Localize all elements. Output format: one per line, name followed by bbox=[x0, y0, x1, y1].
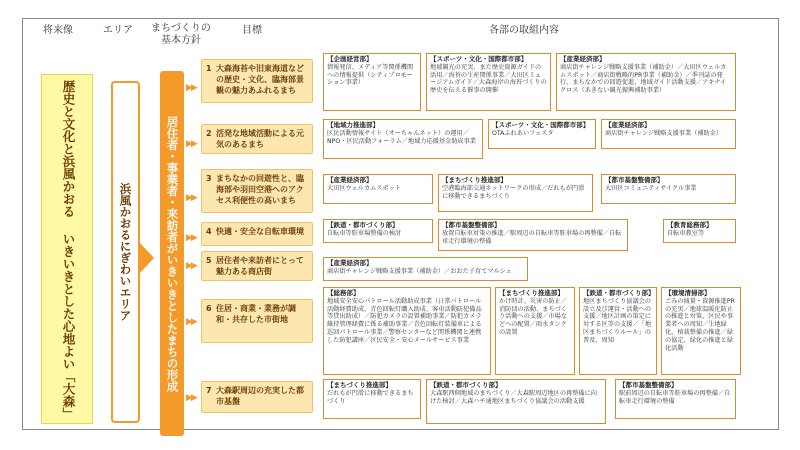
dept-heading: 【都市基盤整備部】 bbox=[605, 176, 664, 184]
dept-heading: 【総務部】 bbox=[327, 289, 360, 297]
goal-text: 居住者や来訪者にとって魅力ある商店街 bbox=[216, 256, 304, 276]
dept-box bbox=[661, 287, 741, 375]
dept-box bbox=[323, 174, 433, 204]
dept-heading: 【環境清掃部】 bbox=[665, 289, 711, 297]
dept-box bbox=[426, 53, 551, 111]
goal-7 bbox=[201, 381, 313, 413]
dept-box bbox=[323, 257, 528, 281]
dept-box bbox=[323, 53, 421, 111]
area-text: 浜風かおるにぎわいエリア bbox=[118, 183, 133, 321]
goal-3 bbox=[201, 169, 313, 213]
header-vision: 将来像 bbox=[43, 25, 73, 36]
dept-heading: 【産業経済部】 bbox=[560, 55, 606, 63]
dept-heading: 【地域力推進部】 bbox=[327, 121, 379, 129]
dept-body: 空港臨海部交通ネットワークの形成／だれもが円滑に移動できるまちづくり bbox=[442, 184, 585, 200]
goal-text: まちなかの回遊性と、臨海部や羽田空港へのアクセス利便性の高いまち bbox=[216, 174, 304, 205]
dept-box bbox=[495, 287, 575, 375]
dept-box bbox=[323, 119, 483, 159]
goal-number: 3 bbox=[206, 174, 212, 183]
dept-heading: 【まちづくり推進部】 bbox=[442, 176, 507, 184]
dept-body: 自転車教室等 bbox=[667, 229, 705, 237]
policy-text: 居住者・事業者・来訪者がいきいきとしたまちの形成 bbox=[165, 115, 180, 392]
dept-heading: 【都市基盤整備部】 bbox=[442, 221, 501, 229]
dept-body: ごみの減量・資源推進PRの充実／地球温暖化防止の推進と対策、区民や事業者への周知／生地緑化、植栽整備の推進／緑の協定、緑化の推進と緑化活動 bbox=[665, 297, 735, 352]
dept-heading: 【まちづくり推進部】 bbox=[327, 381, 392, 389]
dept-body: 放置自転車対策の推進／駅周辺の自転車等駐車場の再整備／自転車走行環境の整備 bbox=[442, 229, 622, 245]
dept-body: 商店街チャレンジ戦略支援事業（補助金） bbox=[605, 129, 723, 137]
dept-body: かけ時計、災害の防止／消防団の活動、まちづくり活動への支援／市場などへの配置／雨水タンクの設置 bbox=[499, 297, 568, 336]
dept-box bbox=[323, 379, 421, 419]
dept-heading: 【教育総務部】 bbox=[667, 221, 713, 229]
dept-box bbox=[663, 219, 736, 243]
goal-6 bbox=[201, 299, 313, 343]
dept-body: 地区まちづくり協議会の設立及び運営・活動への支援／地区計画の策定に対する区等の支援／「地区まちづくりルール」の普及、周知 bbox=[583, 297, 652, 344]
dept-heading: 【まちづくり推進部】 bbox=[499, 289, 564, 297]
goal-number: 5 bbox=[206, 256, 212, 265]
dept-heading: 【産業経済部】 bbox=[605, 121, 651, 129]
dept-heading: 【都市基盤整備部】 bbox=[619, 381, 678, 389]
dept-box bbox=[323, 287, 491, 375]
dept-body: 商店街チャレンジ戦略支援事業（補助金）／おおた子育てマルシェ bbox=[327, 267, 512, 275]
header-measures: 各部の取組内容 bbox=[489, 25, 559, 36]
chevron-right-icon: ▶▶ bbox=[186, 233, 196, 243]
goal-4 bbox=[201, 222, 313, 246]
dept-box bbox=[438, 219, 628, 251]
dept-box bbox=[556, 53, 736, 111]
chevron-right-icon: ▶▶ bbox=[186, 193, 196, 203]
dept-heading: 【スポーツ・文化・国際都市部】 bbox=[492, 121, 590, 129]
policy-box bbox=[160, 71, 184, 436]
dept-body: 区民活動情報サイト（オーちゃんネット）の運用／NPO・区民活動フォーラム／地域力応援基金助成事業 bbox=[327, 129, 476, 145]
dept-box bbox=[601, 174, 736, 204]
dept-box bbox=[615, 379, 736, 419]
goal-text: 住居・商業・業務が調和・共存した市街地 bbox=[216, 304, 296, 324]
goal-text: 活発な地域活動による元気のあるまち bbox=[216, 129, 304, 149]
header-goal: 目標 bbox=[242, 25, 262, 36]
dept-box bbox=[488, 119, 596, 149]
dept-box bbox=[438, 174, 593, 212]
dept-heading: 【鉄道・都市づくり部】 bbox=[430, 381, 502, 389]
dept-body: だれもが円滑に移動できるまちづくり bbox=[327, 389, 414, 405]
goal-5 bbox=[201, 251, 313, 281]
dept-body: 地域安全安心パトロール活動助成事業（日常パトロール活動経費助成、青色回転灯購入助成、客車活動防犯備品等貸出助成）／防犯カメラの設置補助事業／防犯カメラ維持管理経費に係る補助事業／青色回転灯装備車による巡回パトロール事業／警察センターなど関係機関と連携した防犯講座／区民安全・安心メールサービス事業 bbox=[327, 297, 482, 344]
dept-body: 大田区コミュニティサイクル事業 bbox=[605, 184, 697, 192]
dept-body: OTAふれあいフェスタ bbox=[492, 129, 554, 137]
goal-number: 1 bbox=[206, 64, 212, 73]
goal-1 bbox=[201, 59, 313, 103]
vision-box bbox=[41, 74, 93, 424]
header-area: エリア bbox=[103, 25, 133, 36]
chevron-right-icon: ▶▶ bbox=[186, 393, 196, 403]
dept-body: 情報発信、メディア等関係機関への情報提供（シティプロモーション事業） bbox=[327, 63, 414, 87]
goal-2 bbox=[201, 124, 313, 154]
goal-text: 大森海苔や旧東海道などの歴史・文化、臨海部景観の魅力あふれるまち bbox=[216, 64, 304, 95]
goal-text: 大森駅周辺の充実した都市基盤 bbox=[216, 386, 304, 406]
dept-heading: 【鉄道・都市づくり部】 bbox=[583, 289, 655, 297]
goal-number: 6 bbox=[206, 304, 212, 313]
chevron-right-icon: ▶▶ bbox=[186, 83, 196, 93]
chevron-right-icon: ▶▶ bbox=[186, 261, 196, 271]
dept-heading: 【企画経営部】 bbox=[327, 55, 373, 63]
dept-box bbox=[426, 379, 606, 424]
dept-box bbox=[579, 287, 657, 375]
chevron-right-icon: ▶▶ bbox=[186, 317, 196, 327]
dept-heading: 【鉄道・都市づくり部】 bbox=[327, 221, 399, 229]
diagram-frame bbox=[22, 18, 779, 430]
arrow-right-icon bbox=[138, 241, 154, 275]
goal-number: 2 bbox=[206, 129, 212, 138]
dept-body: 商店街チャレンジ戦略支援事業（補助金）／大田区ウェルカムスポット／商店街戦略的PR事業（補助金）／季刊誌の発行、まちなかでの回遊促進、地域ガイド活動支援／アキナイクロス（あきない観光振興補助事業） bbox=[560, 63, 727, 95]
dept-heading: 【スポーツ・文化・国際都市部】 bbox=[430, 55, 528, 63]
dept-box bbox=[323, 219, 433, 243]
dept-body: 自転車等駐車場整備の検討 bbox=[327, 229, 402, 237]
goal-number: 7 bbox=[206, 386, 212, 395]
dept-body: 大田区ウェルカムスポット bbox=[327, 184, 402, 192]
dept-heading: 【産業経済部】 bbox=[327, 259, 373, 267]
header-policy: まちづくりの 基本方針 bbox=[151, 23, 211, 46]
dept-body: 大森駅西側地域のまちづくり／大森駅周辺地区の再整備に向けた検討／大森ハチ通地区まちづくり協議会の活動支援 bbox=[430, 389, 597, 405]
goal-text: 快適・安全な自転車環境 bbox=[216, 227, 304, 236]
vision-text: 歴史と文化と浜風かおる いきいきとした心地よい「大森」 bbox=[61, 80, 76, 420]
dept-box bbox=[601, 119, 736, 149]
area-box bbox=[111, 81, 140, 423]
dept-heading: 【産業経済部】 bbox=[327, 176, 373, 184]
goal-number: 4 bbox=[206, 227, 212, 236]
dept-body: 地域観光の充実、また歴史資源ガイドの活用／海苔の生産関係事業／大田区ミュージアムガイド／大森海岸の海苔づくりの歴史を伝える催事の開催 bbox=[430, 63, 547, 95]
chevron-right-icon: ▶▶ bbox=[186, 139, 196, 149]
dept-body: 駅前周辺の自転車等駐車場の再整備／自転車走行環境の整備 bbox=[619, 389, 731, 405]
